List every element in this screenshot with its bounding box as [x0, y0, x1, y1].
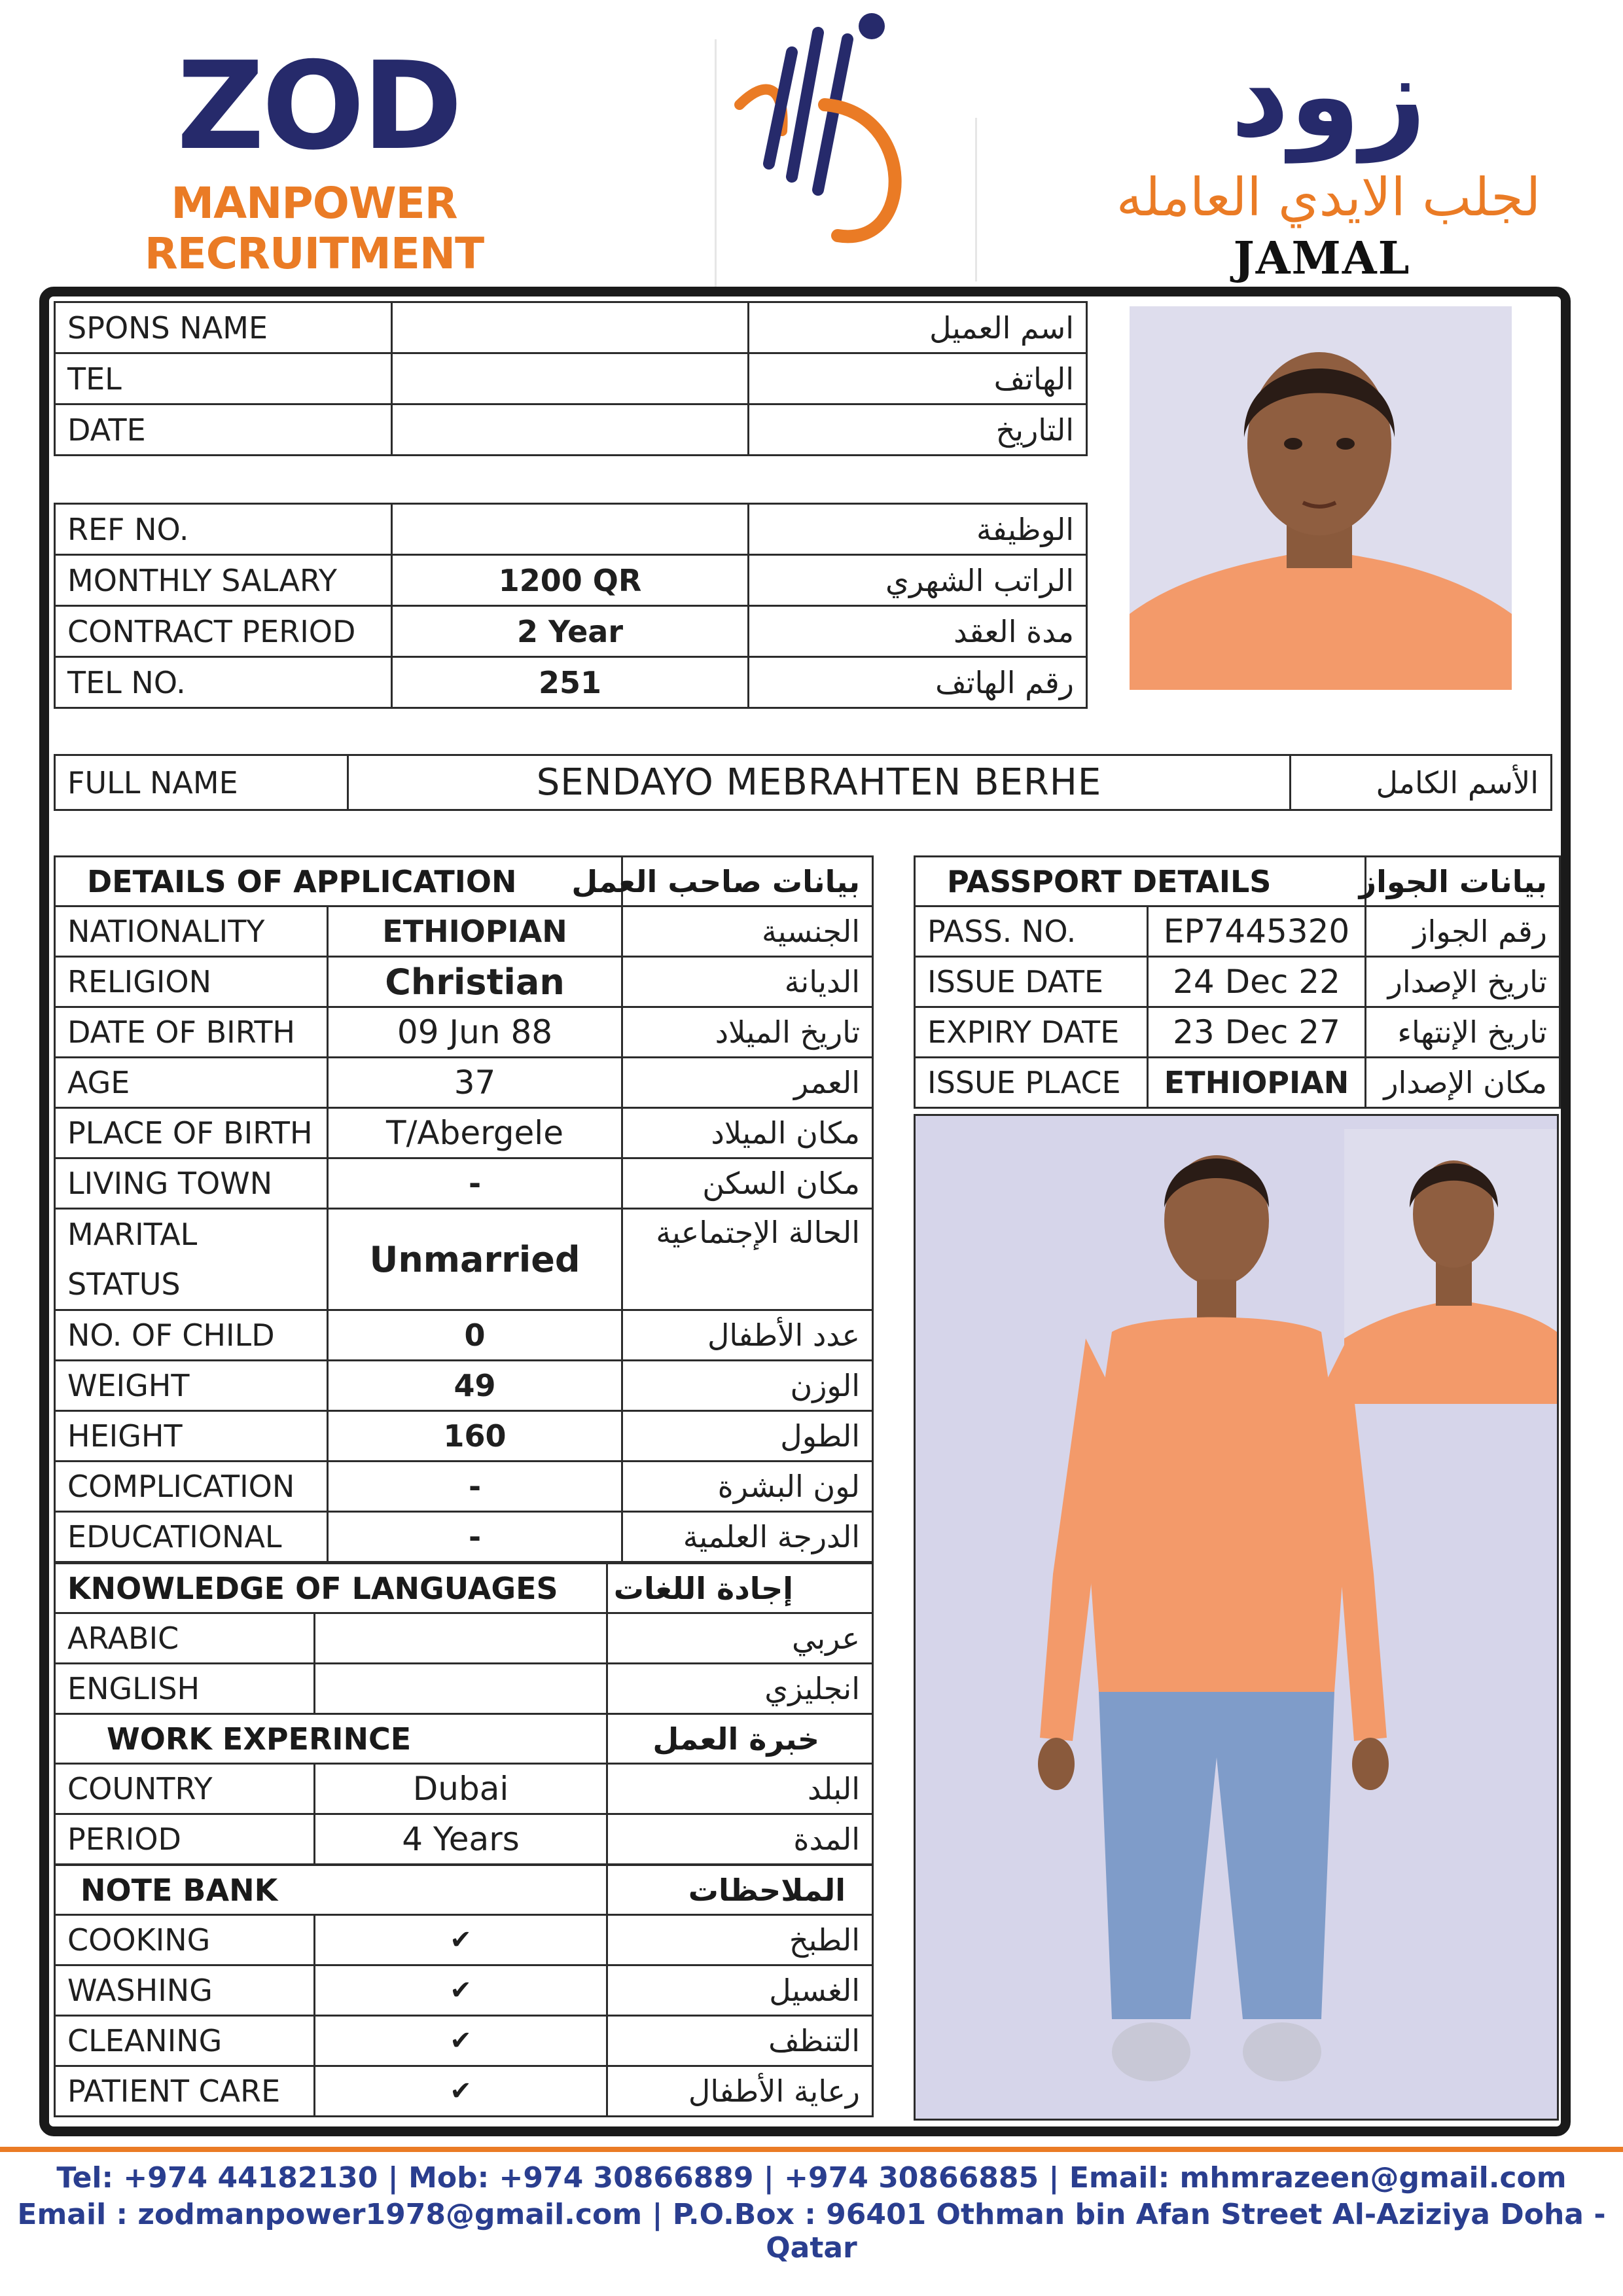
- contract-period-label: CONTRACT PERIOD: [55, 606, 392, 657]
- cooking-label: COOKING: [55, 1915, 315, 1965]
- salary-label-ar: الراتب الشهري: [749, 555, 1087, 606]
- sponsor-table: [54, 301, 1088, 456]
- religion-label-ar: الديانة: [622, 957, 873, 1007]
- dob-label-ar: تاريخ الميلاد: [622, 1007, 873, 1058]
- sponsor-date-label-ar: التاريخ: [749, 404, 1087, 456]
- issue-place-value: ETHIOPIAN: [1148, 1058, 1366, 1108]
- experience-table: [54, 1713, 874, 1865]
- age-label-ar: العمر: [622, 1058, 873, 1108]
- brand-subtitle: MANPOWER RECRUITMENT: [144, 178, 484, 279]
- cleaning-label: CLEANING: [55, 2016, 315, 2066]
- tel-no-label-ar: رقم الهاتف: [749, 657, 1087, 708]
- sponsor-name-label: SPONS NAME: [55, 302, 392, 353]
- washing-label-ar: الغسيل: [607, 1965, 873, 2016]
- educational-value: -: [328, 1512, 622, 1562]
- table-row: [55, 1058, 873, 1108]
- passport-title: PASSPORT DETAILS: [915, 857, 1366, 906]
- table-row: [55, 555, 1087, 606]
- salary-value: 1200 QR: [392, 555, 749, 606]
- sponsor-tel-label: TEL: [55, 353, 392, 404]
- table-row: [55, 353, 1087, 404]
- children-value: 0: [328, 1310, 622, 1361]
- arabic-value: [315, 1613, 607, 1664]
- dob-value: 09 Jun 88: [328, 1007, 622, 1058]
- sponsor-date-label: DATE: [55, 404, 392, 456]
- country-value: Dubai: [315, 1764, 607, 1814]
- weight-label: WEIGHT: [55, 1361, 328, 1411]
- table-row: [55, 2016, 873, 2066]
- cooking-check-icon: ✔: [315, 1915, 607, 1965]
- footer-contact-line2: Email : zodmanpower1978@gmail.com | P.O.Box : 96401 Othman bin Afan Street Al-Aziziya Doha - Qatar: [17, 2198, 1606, 2265]
- table-row: [55, 1764, 873, 1814]
- living-town-label-ar: مكان السكن: [622, 1158, 873, 1209]
- issue-date-label-ar: تاريخ الإصدار: [1366, 957, 1560, 1007]
- footer-divider: [0, 2147, 1623, 2152]
- salary-label: MONTHLY SALARY: [55, 555, 392, 606]
- table-row: [55, 2066, 873, 2117]
- expiry-date-label-ar: تاريخ الإنتهاء: [1366, 1007, 1560, 1058]
- section-header: [915, 857, 1560, 906]
- washing-label: WASHING: [55, 1965, 315, 2016]
- sponsor-tel-label-ar: الهاتف: [749, 353, 1087, 404]
- religion-label: RELIGION: [55, 957, 328, 1007]
- complication-label: COMPLICATION: [55, 1462, 328, 1512]
- tel-no-label: TEL NO.: [55, 657, 392, 708]
- header-divider-right: [975, 118, 977, 281]
- table-row: [55, 1664, 873, 1714]
- expiry-date-value: 23 Dec 27: [1148, 1007, 1366, 1058]
- table-row: [915, 906, 1560, 957]
- languages-title-ar: إجادة اللغات: [607, 1564, 873, 1613]
- table-row: [55, 1965, 873, 2016]
- table-row: [55, 1462, 873, 1512]
- table-row: [55, 906, 873, 957]
- full-name-label: FULL NAME: [55, 755, 348, 810]
- marital-status-label: MARITAL STATUS: [55, 1209, 328, 1310]
- contract-period-label-ar: مدة العقد: [749, 606, 1087, 657]
- cleaning-label-ar: التنظف: [607, 2016, 873, 2066]
- age-value: 37: [328, 1058, 622, 1108]
- ref-no-label: REF NO.: [55, 504, 392, 555]
- table-row: [55, 1108, 873, 1158]
- table-row: [55, 1915, 873, 1965]
- patient-care-label-ar: رعاية الأطفال: [607, 2066, 873, 2117]
- table-row: [55, 1814, 873, 1865]
- table-row: [55, 1310, 873, 1361]
- pass-no-label: PASS. NO.: [915, 906, 1148, 957]
- table-row: [55, 1007, 873, 1058]
- table-row: [55, 1361, 873, 1411]
- period-label-ar: المدة: [607, 1814, 873, 1865]
- table-row: [55, 606, 1087, 657]
- table-row: [55, 657, 1087, 708]
- section-header: [55, 857, 873, 906]
- table-row: [55, 1512, 873, 1562]
- country-label: COUNTRY: [55, 1764, 315, 1814]
- table-row: [55, 1613, 873, 1664]
- complication-label-ar: لون البشرة: [622, 1462, 873, 1512]
- experience-title-ar: خبرة العمل: [607, 1714, 873, 1764]
- table-row: [55, 1158, 873, 1209]
- pass-no-label-ar: رقم الجواز: [1366, 906, 1560, 957]
- table-row: [55, 1411, 873, 1462]
- full-name-label-ar: الأسم الكامل: [1291, 755, 1552, 810]
- skills-title: NOTE BANK: [55, 1865, 607, 1915]
- english-value: [315, 1664, 607, 1714]
- sponsor-tel-value: [392, 353, 749, 404]
- cooking-label-ar: الطبخ: [607, 1915, 873, 1965]
- educational-label: EDUCATIONAL: [55, 1512, 328, 1562]
- table-row: [55, 755, 1552, 810]
- section-header: [55, 1865, 873, 1915]
- contract-table: [54, 503, 1088, 709]
- height-value: 160: [328, 1411, 622, 1462]
- passport-title-ar: بيانات الجواز: [1366, 857, 1560, 906]
- complication-value: -: [328, 1462, 622, 1512]
- full-name-value: SENDAYO MEBRAHTEN BERHE: [348, 755, 1291, 810]
- brand-logo-icon: [720, 7, 936, 255]
- patient-care-label: PATIENT CARE: [55, 2066, 315, 2117]
- header-divider-left: [715, 39, 717, 288]
- full-name-table: [54, 754, 1552, 811]
- portrait-photo: [1130, 306, 1512, 690]
- place-of-birth-label-ar: مكان الميلاد: [622, 1108, 873, 1158]
- table-row: [915, 1058, 1560, 1108]
- issue-date-value: 24 Dec 22: [1148, 957, 1366, 1007]
- application-title-ar: بيانات صاحب العمل: [622, 857, 873, 906]
- arabic-label: ARABIC: [55, 1613, 315, 1664]
- passport-table: [914, 855, 1561, 1109]
- footer-contact-line1: Tel: +974 44182130 | Mob: +974 30866889 | +974 30866885 | Email: mhmrazeen@gmail.com: [56, 2161, 1567, 2195]
- section-header: [55, 1564, 873, 1613]
- languages-title: KNOWLEDGE OF LANGUAGES: [55, 1564, 607, 1613]
- skills-table: [54, 1864, 874, 2117]
- full-body-photo: [914, 1114, 1559, 2121]
- application-table: [54, 855, 874, 1563]
- marital-status-value: Unmarried: [328, 1209, 622, 1310]
- contract-period-value: 2 Year: [392, 606, 749, 657]
- brand-arabic-subtitle: لجلب الايدي العامله: [1116, 167, 1541, 228]
- ref-no-label-ar: الوظيفة: [749, 504, 1087, 555]
- patient-care-check-icon: ✔: [315, 2066, 607, 2117]
- age-label: AGE: [55, 1058, 328, 1108]
- religion-value: Christian: [328, 957, 622, 1007]
- dob-label: DATE OF BIRTH: [55, 1007, 328, 1058]
- table-row: [55, 1209, 873, 1310]
- experience-title: WORK EXPERINCE: [55, 1714, 607, 1764]
- ref-no-value: [392, 504, 749, 555]
- table-row: [55, 957, 873, 1007]
- skills-title-ar: الملاحظات: [607, 1865, 873, 1915]
- cleaning-check-icon: ✔: [315, 2016, 607, 2066]
- english-label-ar: انجليزي: [607, 1664, 873, 1714]
- issue-place-label-ar: مكان الإصدار: [1366, 1058, 1560, 1108]
- agent-name: JAMAL: [1233, 232, 1411, 285]
- weight-value: 49: [328, 1361, 622, 1411]
- table-row: [915, 1007, 1560, 1058]
- brand-logo-text: ZOD: [177, 35, 460, 177]
- period-value: 4 Years: [315, 1814, 607, 1865]
- children-label-ar: عدد الأطفال: [622, 1310, 873, 1361]
- pass-no-value: EP7445320: [1148, 906, 1366, 957]
- nationality-label: NATIONALITY: [55, 906, 328, 957]
- table-row: [55, 404, 1087, 456]
- washing-check-icon: ✔: [315, 1965, 607, 2016]
- weight-label-ar: الوزن: [622, 1361, 873, 1411]
- place-of-birth-value: T/Abergele: [328, 1108, 622, 1158]
- table-row: [915, 957, 1560, 1007]
- section-header: [55, 1714, 873, 1764]
- height-label-ar: الطول: [622, 1411, 873, 1462]
- educational-label-ar: الدرجة العلمية: [622, 1512, 873, 1562]
- period-label: PERIOD: [55, 1814, 315, 1865]
- country-label-ar: البلد: [607, 1764, 873, 1814]
- marital-status-label-ar: الحالة الإجتماعية: [622, 1209, 873, 1310]
- living-town-value: -: [328, 1158, 622, 1209]
- languages-table: [54, 1562, 874, 1715]
- place-of-birth-label: PLACE OF BIRTH: [55, 1108, 328, 1158]
- brand-arabic-logo: زود: [1230, 30, 1427, 163]
- children-label: NO. OF CHILD: [55, 1310, 328, 1361]
- english-label: ENGLISH: [55, 1664, 315, 1714]
- expiry-date-label: EXPIRY DATE: [915, 1007, 1148, 1058]
- nationality-value: ETHIOPIAN: [328, 906, 622, 957]
- tel-no-value: 251: [392, 657, 749, 708]
- sponsor-name-value: [392, 302, 749, 353]
- arabic-label-ar: عربي: [607, 1613, 873, 1664]
- nationality-label-ar: الجنسية: [622, 906, 873, 957]
- issue-place-label: ISSUE PLACE: [915, 1058, 1148, 1108]
- living-town-label: LIVING TOWN: [55, 1158, 328, 1209]
- sponsor-name-label-ar: اسم العميل: [749, 302, 1087, 353]
- height-label: HEIGHT: [55, 1411, 328, 1462]
- table-row: [55, 302, 1087, 353]
- table-row: [55, 504, 1087, 555]
- application-title: DETAILS OF APPLICATION: [55, 857, 622, 906]
- sponsor-date-value: [392, 404, 749, 456]
- issue-date-label: ISSUE DATE: [915, 957, 1148, 1007]
